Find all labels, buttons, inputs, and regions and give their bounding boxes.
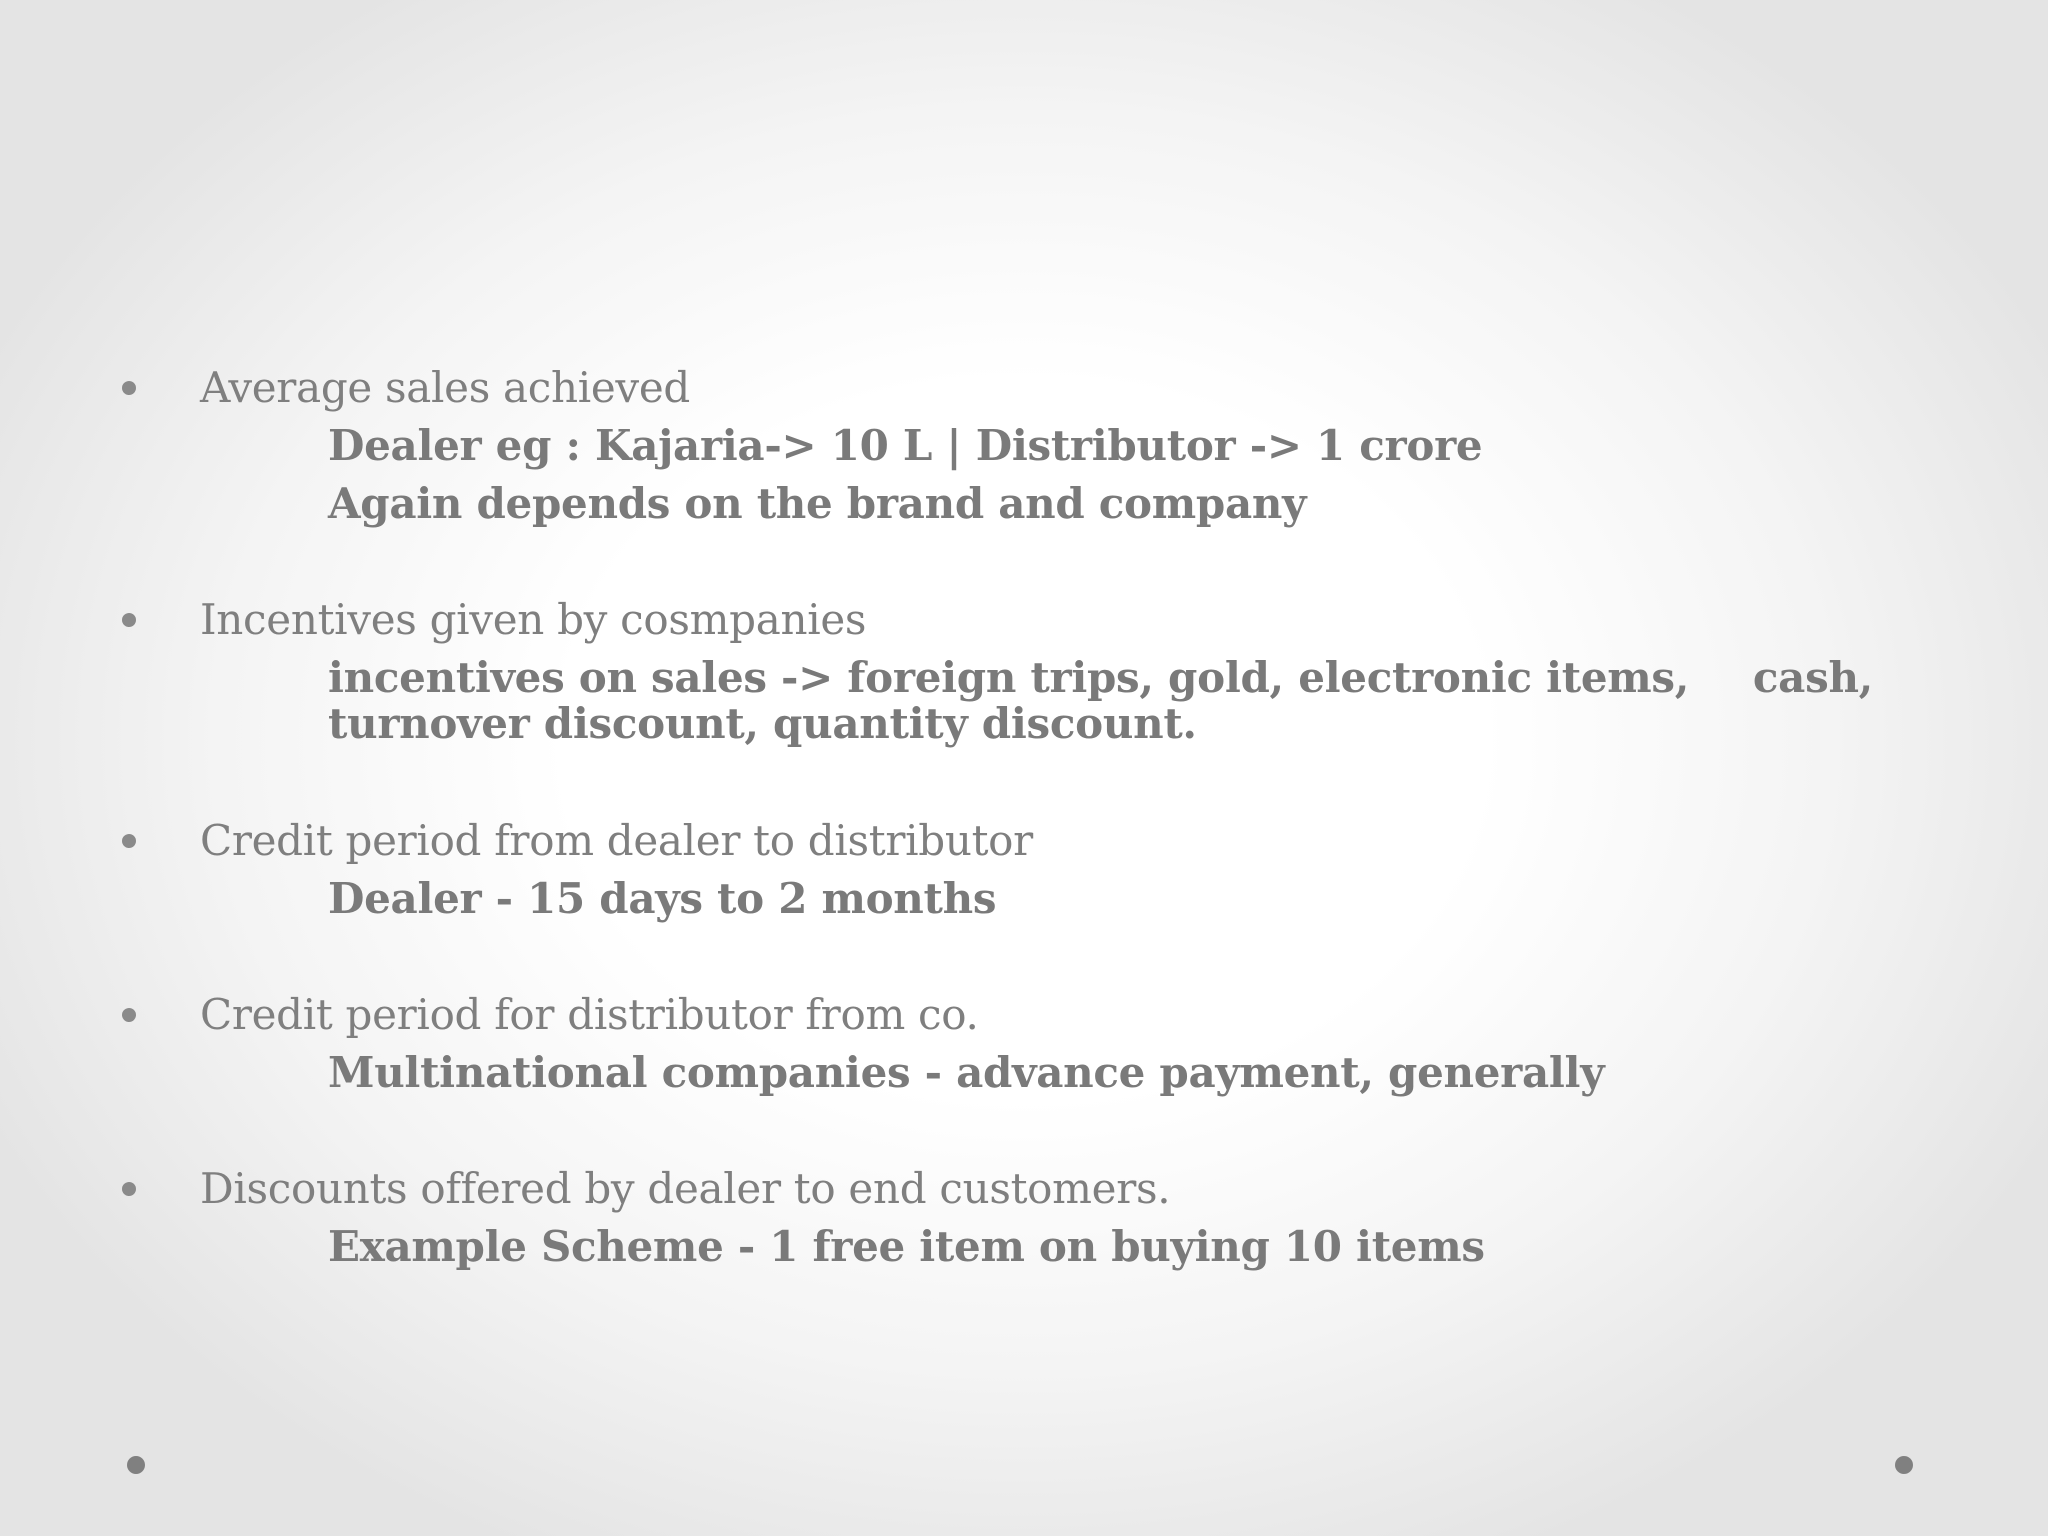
- corner-dot-left: [127, 1456, 145, 1474]
- detail-line: [328, 655, 1873, 701]
- corner-dot-right: [1895, 1456, 1913, 1474]
- detail-line: turnover discount, quantity discount.: [328, 699, 1197, 748]
- item-detail: [328, 655, 1878, 747]
- bullet-icon: [122, 1008, 136, 1022]
- bullet-icon: [122, 1182, 136, 1196]
- item-heading: Incentives given by cosmpanies: [200, 595, 867, 644]
- detail-text: incentives on sales -> foreign trips, gold, electronic items,: [328, 653, 1690, 702]
- item-detail: Dealer - 15 days to 2 months: [328, 874, 997, 923]
- item-heading: Discounts offered by dealer to end customers.: [200, 1164, 1171, 1213]
- bullet-icon: [122, 381, 136, 395]
- item-detail: Example Scheme - 1 free item on buying 10 items: [328, 1222, 1485, 1271]
- bullet-icon: [122, 613, 136, 627]
- item-heading: Credit period for distributor from co.: [200, 990, 979, 1039]
- item-heading: Credit period from dealer to distributor: [200, 816, 1033, 865]
- item-detail: Multinational companies - advance payment, generally: [328, 1048, 1605, 1097]
- item-detail: Dealer eg : Kajaria-> 10 L | Distributor -> 1 crore: [328, 421, 1483, 470]
- item-heading: Average sales achieved: [200, 363, 690, 412]
- detail-text: cash,: [1752, 653, 1873, 702]
- bullet-icon: [122, 834, 136, 848]
- item-detail: Again depends on the brand and company: [328, 479, 1307, 528]
